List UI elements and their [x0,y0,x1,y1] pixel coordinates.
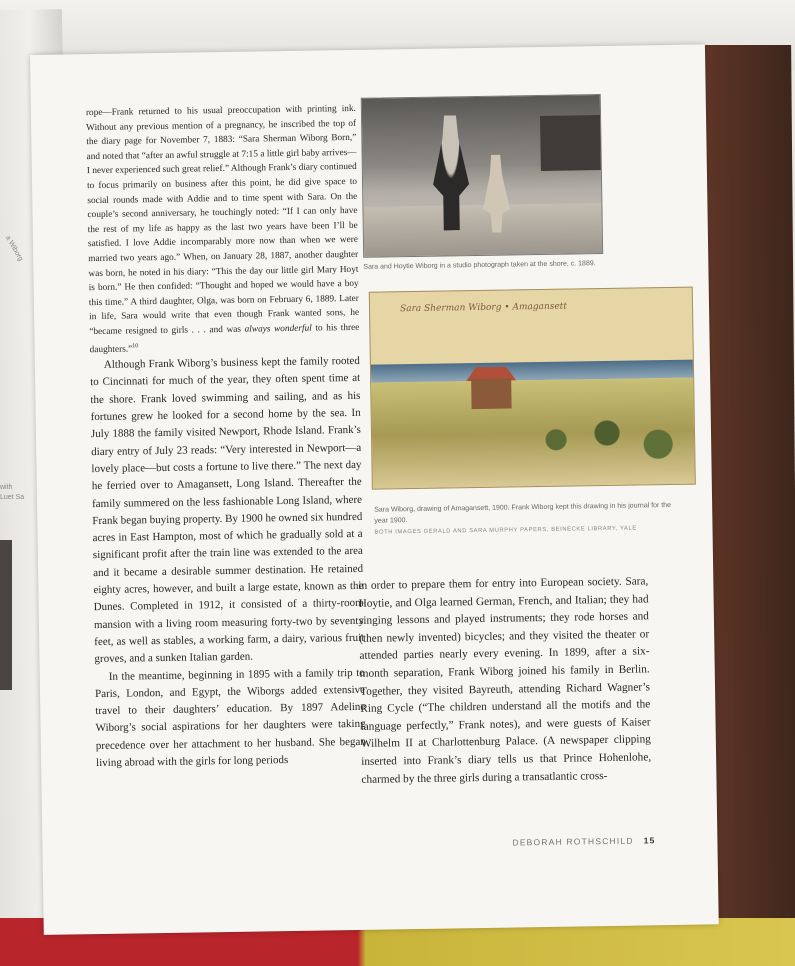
left-page-photo-fragment [0,540,12,690]
left-page-fragment: Luet Sa [0,494,25,501]
photo-sara-and-hoytie [361,94,603,258]
paragraph: rope—Frank returned to his usual preoccupation with printing ink. Without any previous mention of a pregnancy, he inscribed the top of the diary page for November 7, 1883: “Sara Sherman Wiborg Born,” and noted that “after an awful struggle at 7:15 a little girl baby arrives—I never experienced such great relief.” Although Frank’s diary continued to focus primarily on business after this point, he did give space to social rounds made with Addie and to time spent with Sara. On the couple’s second anniversary, he touchingly noted: “If I can only have the rest of my life as happy as the last two years have been I’ll be satisfied. I love Addie incomparably more now than when we were married two years ago.” When, on January 28, 1887, another daughter was born, he noted in his diary: “This the day our little girl Mary Hoyt is born.” He then confided: “Thought and hoped we would have a boy this time.” A third daughter, Olga, was born on February 6, 1889. Later in life, Sara would write that even though Frank wanted sons, he “became resigned to girls . . . and was always wonderful to his three daughters.”$^{10}$ [85,103,360,355]
caption-photo: Sara and Hoytie Wiborg in a studio photograph taken at the shore, c. 1889. [363,260,596,271]
footnote-ref: 10 [132,342,139,349]
text-column-right [358,573,651,789]
drawing-inscription: Sara Sherman Wiborg • Amagansett [399,301,568,315]
drawing-amagansett [369,287,696,490]
running-author: DEBORAH ROTHSCHILD [512,835,634,848]
paragraph: in order to prepare them for entry into European society. Sara, Hoytie, and Olga learned German, French, and Italian; they had singing lessons and played instruments; they rode horses and (then newly invented) bicycles; and they visited the theater or attended parties nearly every evening. In 1899, after a six-month separation, Frank Wiborg joined his family in Berlin. Together, they visited Bayreuth, attending Richard Wagner’s Ring Cycle (“The children understand all the motifs and the language perfectly,” Frank notes), and were guests of Kaiser Wilhelm II at Charlottenburg Palace. (A newspaper clipping inserted into Frank’s diary tells us that Prince Hohenlohe, charmed by the three girls during a transatlantic cross- [358,575,652,786]
italic-phrase: always wonderful [244,323,312,335]
image-credit: BOTH IMAGES GERALD AND SARA MURPHY PAPERS, BEINECKE LIBRARY, YALE [374,525,637,536]
paragraph: Although Frank Wiborg’s business kept the family rooted to Cincinnati for much of the year, they often spent time at the shore. Frank loved swimming and sailing, and as his fortunes grew he looked for a second home by the sea. In July 1888 the family visited Newport, Rhode Island. Frank’s diary entry of July 23 reads: “Very interested in Newport—a lovely place—but costs a fortune to live there.” The next day he ferried over to Amagansett, Long Island. Thereafter the family summered on the less fashionable Long Island, where Frank began buying property. By 1900 he owned six hundred acres in East Hampton, most of which he gradually sold at a significant profit after the train line was extended to the area and it became a desirable summer destination. He retained eighty acres, however, and built a large estate, known as the Dunes. Completed in 1912, it consisted of a thirty-room mansion with a living room measuring forty-two by seventy feet, as well as stables, a working farm, a dairy, various fruit groves, and a sunken Italian garden. [90,355,365,666]
caption-drawing: Sara Wiborg, drawing of Amagansett, 1900. Frank Wiborg kept this drawing in his journal for the year 1900. [374,501,672,525]
text-column-left [86,102,366,772]
page-footer [512,835,655,847]
left-page-fragment: a Wiborg [3,234,25,263]
book-page [30,44,719,934]
page-number: 15 [643,835,656,846]
left-page-fragment: with [0,484,13,491]
paragraph: In the meantime, beginning in 1895 with a family trip to Paris, London, and Egypt, the Wiborgs added extensive travel to their daughters’ education. By 1897 Adeline Wiborg’s social aspirations for her daughters were taking precedence over her attachment to her husband. She began living abroad with the girls for long periods [94,666,366,770]
